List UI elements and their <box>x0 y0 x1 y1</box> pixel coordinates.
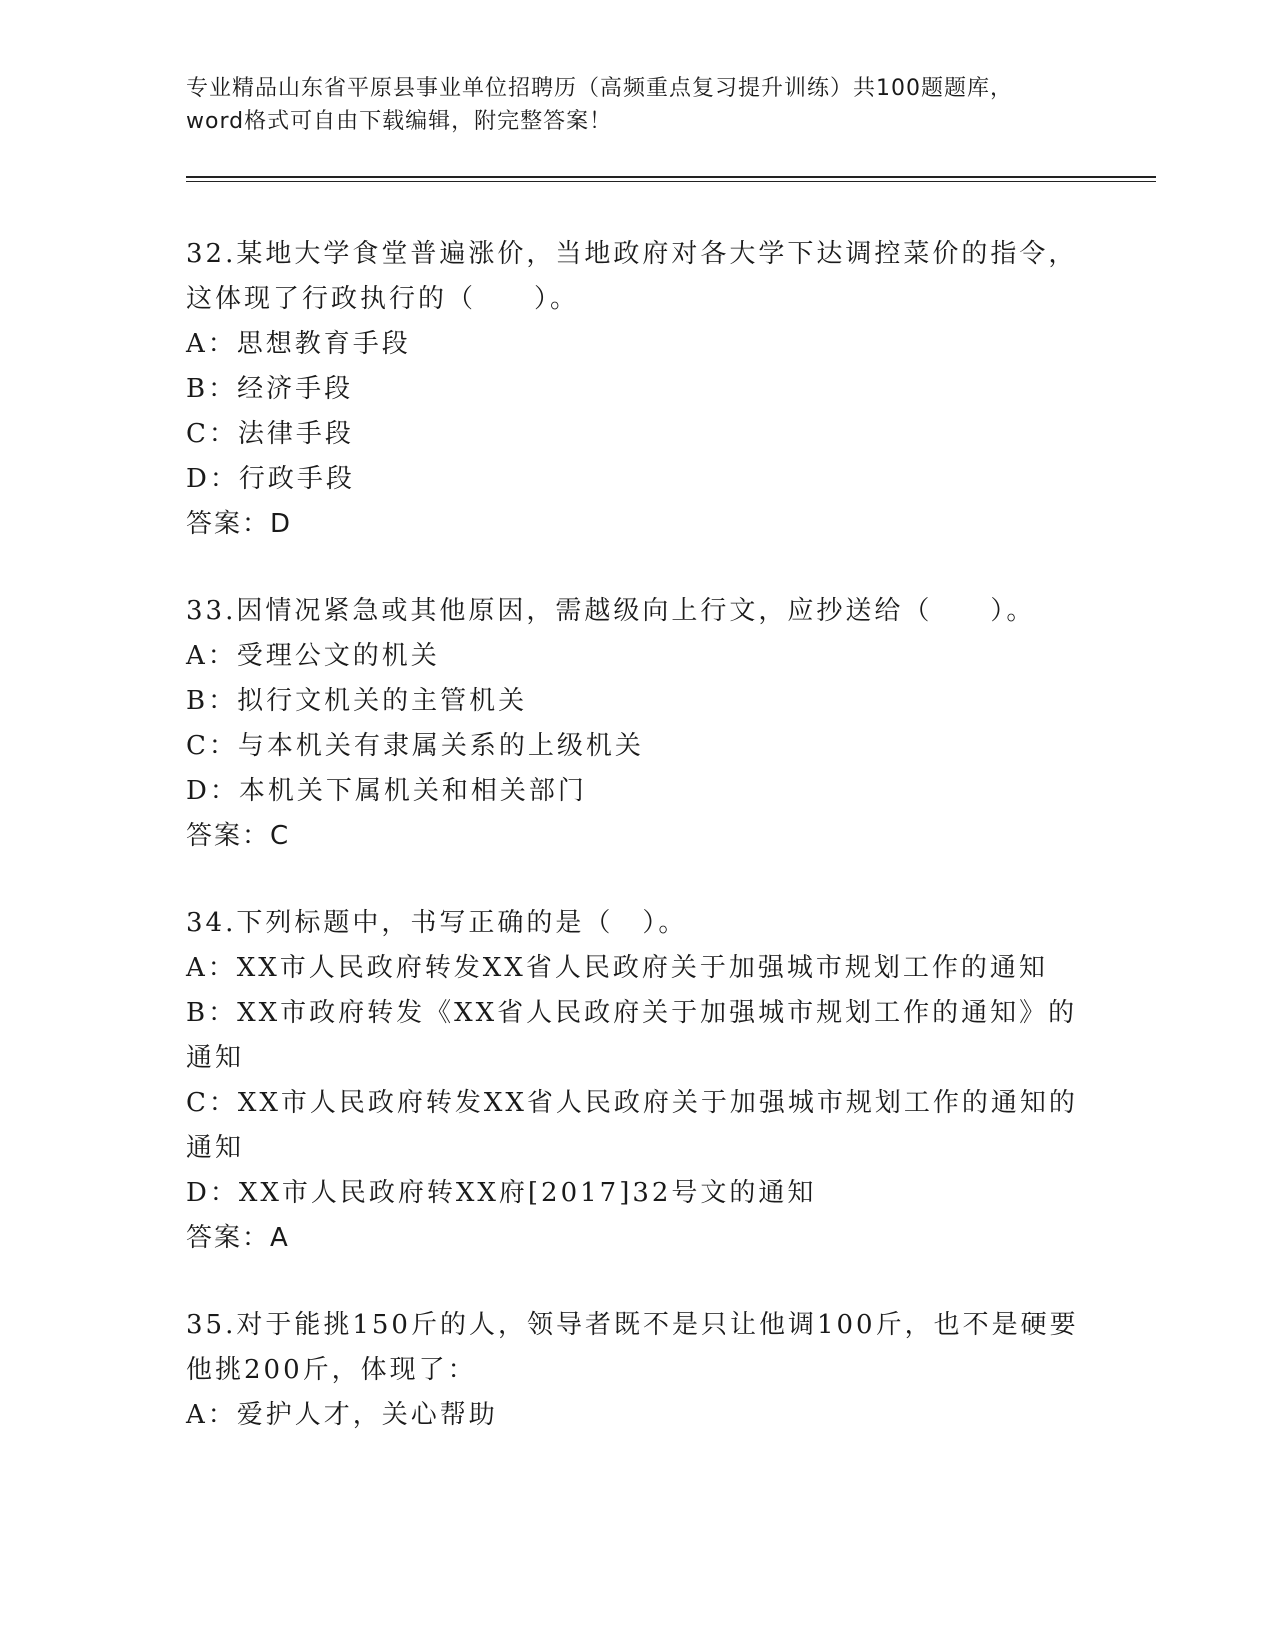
document-title: 专业精品山东省平原县事业单位招聘历（高频重点复习提升训练）共100题题库，word格式可自由下载编辑，附完整答案！ <box>186 76 1013 134</box>
question-stem: 32.某地大学食堂普遍涨价，当地政府对各大学下达调控菜价的指令，这体现了行政执行的（ ）。 <box>186 239 1078 314</box>
answer-line <box>186 1216 1086 1261</box>
answer-line <box>186 502 1086 547</box>
question-list <box>186 232 1086 1480</box>
option-c: C：XX市人民政府转发XX省人民政府关于加强城市规划工作的通知的通知 <box>186 1088 1078 1163</box>
option-b: B：拟行文机关的主管机关 <box>186 686 528 716</box>
answer-value: C <box>270 821 290 851</box>
option-a: A：思想教育手段 <box>186 329 411 359</box>
option-d: D：XX市人民政府转XX府[2017]32号文的通知 <box>186 1178 817 1208</box>
question-35 <box>186 1303 1086 1438</box>
question-stem: 33.因情况紧急或其他原因，需越级向上行文，应抄送给（ ）。 <box>186 596 1036 626</box>
question-33 <box>186 589 1086 859</box>
answer-value: D <box>270 509 292 539</box>
document-header <box>186 72 1026 138</box>
header-divider <box>186 176 1156 182</box>
answer-value: A <box>270 1223 289 1253</box>
option-c: C：与本机关有隶属关系的上级机关 <box>186 731 644 761</box>
answer-line <box>186 814 1086 859</box>
answer-label: 答案： <box>186 821 271 851</box>
answer-label: 答案： <box>186 509 271 539</box>
divider-thick-line <box>186 176 1156 178</box>
option-a: A：爱护人才，关心帮助 <box>186 1400 498 1430</box>
divider-thin-line <box>186 181 1156 182</box>
question-32 <box>186 232 1086 547</box>
answer-label: 答案： <box>186 1223 271 1253</box>
option-a: A：XX市人民政府转发XX省人民政府关于加强城市规划工作的通知 <box>186 953 1048 983</box>
question-stem: 35.对于能挑150斤的人，领导者既不是只让他调100斤，也不是硬要他挑200斤，体现了： <box>186 1310 1079 1385</box>
question-34 <box>186 901 1086 1261</box>
option-b: B：XX市政府转发《XX省人民政府关于加强城市规划工作的通知》的通知 <box>186 998 1078 1073</box>
option-a: A：受理公文的机关 <box>186 641 440 671</box>
option-d: D：本机关下属机关和相关部门 <box>186 776 587 806</box>
option-b: B：经济手段 <box>186 374 354 404</box>
option-c: C：法律手段 <box>186 419 354 449</box>
question-stem: 34.下列标题中，书写正确的是（ ）。 <box>186 908 688 938</box>
option-d: D：行政手段 <box>186 464 355 494</box>
